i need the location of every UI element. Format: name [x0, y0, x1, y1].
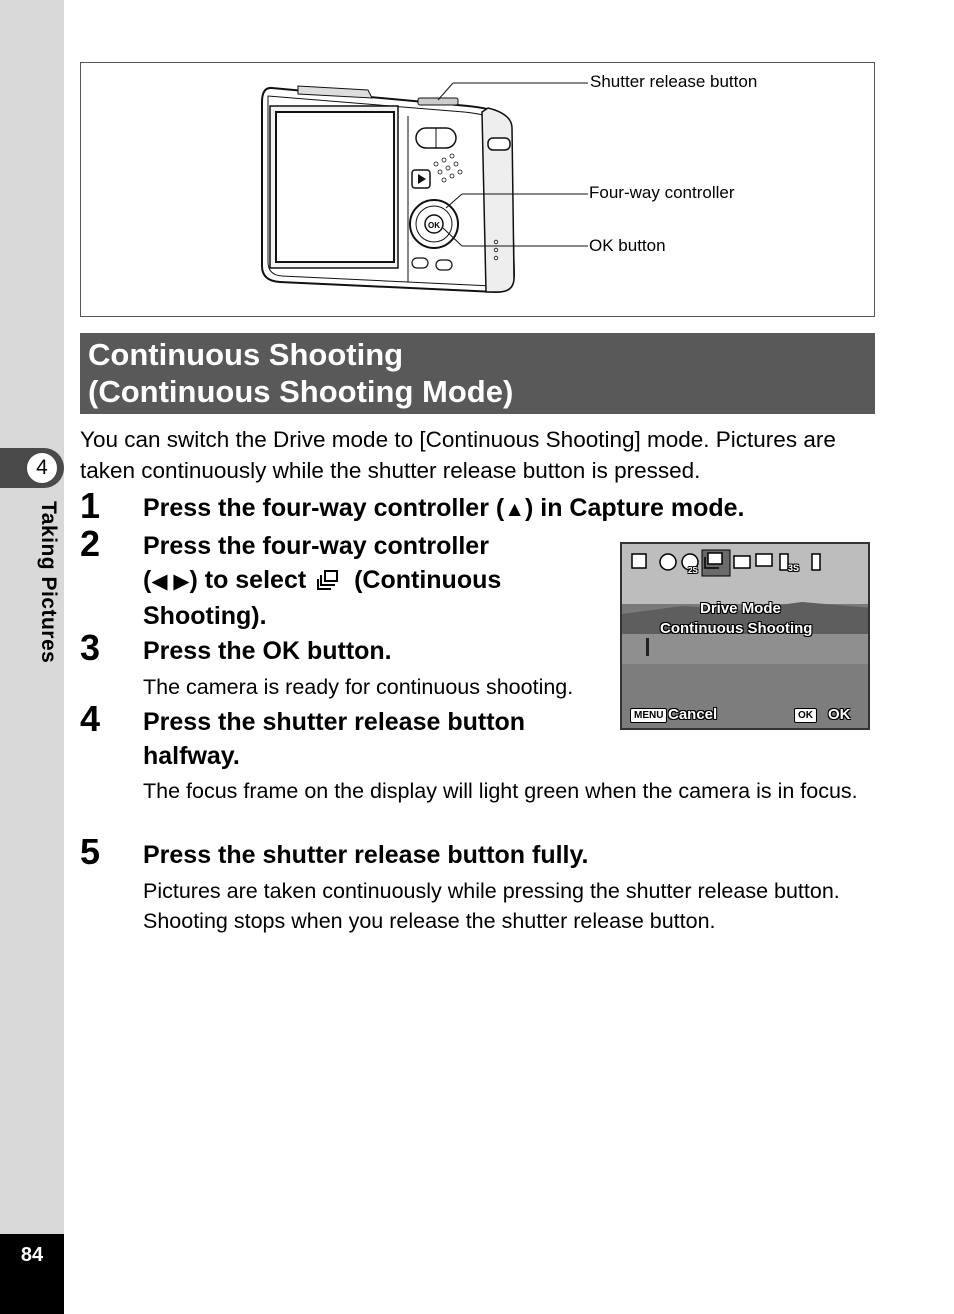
chapter-number: 4	[26, 452, 58, 484]
lcd-screen	[620, 542, 870, 730]
callout-shutter-release: Shutter release button	[590, 72, 758, 91]
intro-paragraph: You can switch the Drive mode to [Continuous Shooting] mode. Pictures are taken continuously while the shutter release button is pressed.	[80, 427, 836, 483]
step-body: The focus frame on the display will light green when the camera is in focus.	[143, 779, 858, 803]
step-heading-text: (	[143, 566, 152, 594]
left-right-arrow-icon: ◀ ▶	[151, 570, 190, 593]
section-title	[88, 336, 513, 410]
continuous-shooting-icon	[317, 569, 343, 593]
remote-icon	[812, 554, 820, 570]
remote-3s-icon	[780, 554, 788, 570]
screen-title: Drive Mode	[700, 600, 781, 617]
section-title-line1: Continuous Shooting	[88, 337, 404, 372]
step-heading-text: ) in Capture mode.	[525, 494, 745, 522]
step-heading-text: halfway.	[143, 742, 240, 770]
up-arrow-icon: ▲	[504, 498, 525, 521]
self-timer-icon	[660, 554, 676, 570]
step-number: 5	[80, 831, 101, 872]
ok-key-badge: OK	[794, 708, 817, 723]
step-body: The camera is ready for continuous shooting.	[143, 675, 574, 699]
mode-label-3s: 3S	[788, 563, 800, 573]
callout-ok-button: OK button	[589, 236, 666, 255]
multi-shot-icon	[734, 556, 750, 568]
step-number: 1	[80, 485, 101, 526]
step-heading-text: Press the shutter release button	[143, 708, 526, 736]
step-heading-text: Press the four-way controller	[143, 532, 489, 560]
camera-back-icon	[258, 78, 588, 302]
svg-text:OK: OK	[428, 221, 440, 230]
menu-key-badge: MENU	[630, 708, 667, 723]
step-body-line: Pictures are taken continuously while pressing the shutter release button.	[143, 879, 840, 903]
step-number: 4	[80, 698, 101, 739]
step-heading-text: Shooting).	[143, 602, 267, 630]
callout-four-way-controller: Four-way controller	[589, 183, 735, 202]
step-heading-text: Press the four-way controller (	[143, 494, 505, 522]
lcd-background	[622, 544, 870, 730]
step-body	[143, 876, 840, 936]
mode-label-2s: 2S	[688, 566, 698, 575]
step-body-line: Shooting stops when you release the shutter release button.	[143, 909, 716, 933]
screen-cancel-label: Cancel	[668, 706, 718, 723]
section-title-line2: (Continuous Shooting Mode)	[88, 374, 514, 409]
step-heading	[143, 529, 501, 633]
step-heading: Press the OK button.	[143, 637, 392, 665]
single-frame-icon	[632, 554, 646, 568]
screen-ok-label: OK	[828, 706, 851, 723]
step-heading: Press the shutter release button fully.	[143, 841, 589, 869]
step-heading-text: (Continuous	[354, 566, 502, 594]
step-heading-text: ) to select	[189, 566, 307, 594]
step-number: 3	[80, 627, 101, 668]
burst-shooting-icon	[756, 554, 772, 566]
continuous-shooting-icon	[708, 553, 722, 564]
step-heading	[143, 705, 525, 773]
step-heading	[143, 491, 744, 527]
page-number: 84	[20, 1244, 44, 1266]
chapter-title: Taking Pictures	[37, 501, 60, 664]
step-number: 2	[80, 523, 101, 564]
screen-selected-mode: Continuous Shooting	[660, 620, 813, 637]
